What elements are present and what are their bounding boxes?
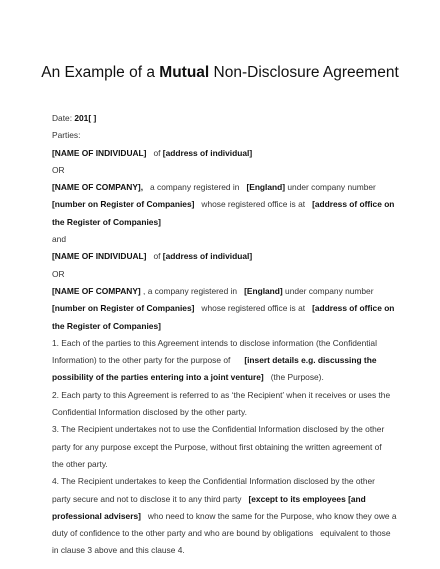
title-bold-word: Mutual: [159, 64, 210, 81]
party1-company-line2: [number on Register of Companies] whose registered office is at [address of office on: [52, 199, 395, 210]
clause2-line2: Confidential Information disclosed by the other party.: [52, 407, 247, 418]
clause4-line1: 4. The Recipient undertakes to keep the Confidential Information disclosed by the other: [52, 476, 375, 487]
date-value: 201[ ]: [74, 113, 97, 123]
or-separator-1: OR: [52, 164, 65, 175]
title-suffix: Non-Disclosure Agreement: [209, 64, 399, 81]
clause1-line1: 1. Each of the parties to this Agreement intends to disclose information (the Confidential: [52, 337, 377, 348]
document-title: [0, 64, 440, 82]
party2-individual: [NAME OF INDIVIDUAL] of [address of individual]: [52, 251, 253, 262]
clause3-line2: party for any purpose except the Purpose, without first obtaining the written agreement of: [52, 441, 382, 452]
party2-company-line2: [number on Register of Companies] whose registered office is at [address of office on: [52, 303, 395, 314]
party1-individual: [NAME OF INDIVIDUAL] of [address of individual]: [52, 147, 253, 158]
clause3-line1: 3. The Recipient undertakes not to use the Confidential Information disclosed by the other: [52, 424, 385, 435]
and-separator: and: [52, 234, 66, 245]
clause3-line3: the other party.: [52, 458, 108, 469]
party1-company-line3: the Register of Companies]: [52, 216, 161, 227]
date-line: Date: 201[ ]: [52, 113, 97, 123]
clause4-line5: in clause 3 above and this clause 4.: [52, 545, 185, 556]
title-prefix: An Example of a: [41, 64, 160, 81]
clause1-line3: possibility of the parties entering into a joint venture] (the Purpose).: [52, 372, 324, 383]
clause4-line3: professional advisers] who need to know the same for the Purpose, who know they owe a: [52, 510, 397, 521]
parties-label: Parties:: [52, 130, 81, 141]
document-body: [52, 110, 397, 560]
party2-company-line1: [NAME OF COMPANY] , a company registered in [England] under company number: [52, 285, 374, 296]
clause4-line4: duty of confidence to the other party and who are bound by obligations equivalent to those: [52, 528, 391, 539]
clause2-line1: 2. Each party to this Agreement is referred to as ‘the Recipient’ when it receives or uses the: [52, 389, 391, 400]
clause1-line2: Information) to the other party for the purpose of [insert details e.g. discussing the: [52, 355, 377, 366]
or-separator-2: OR: [52, 268, 65, 279]
clause4-line2: party secure and not to disclose it to any third party [except to its employees [and: [52, 493, 366, 504]
party1-company-line1: [NAME OF COMPANY], a company registered in [England] under company number: [52, 182, 376, 193]
party2-company-line3: the Register of Companies]: [52, 320, 161, 331]
